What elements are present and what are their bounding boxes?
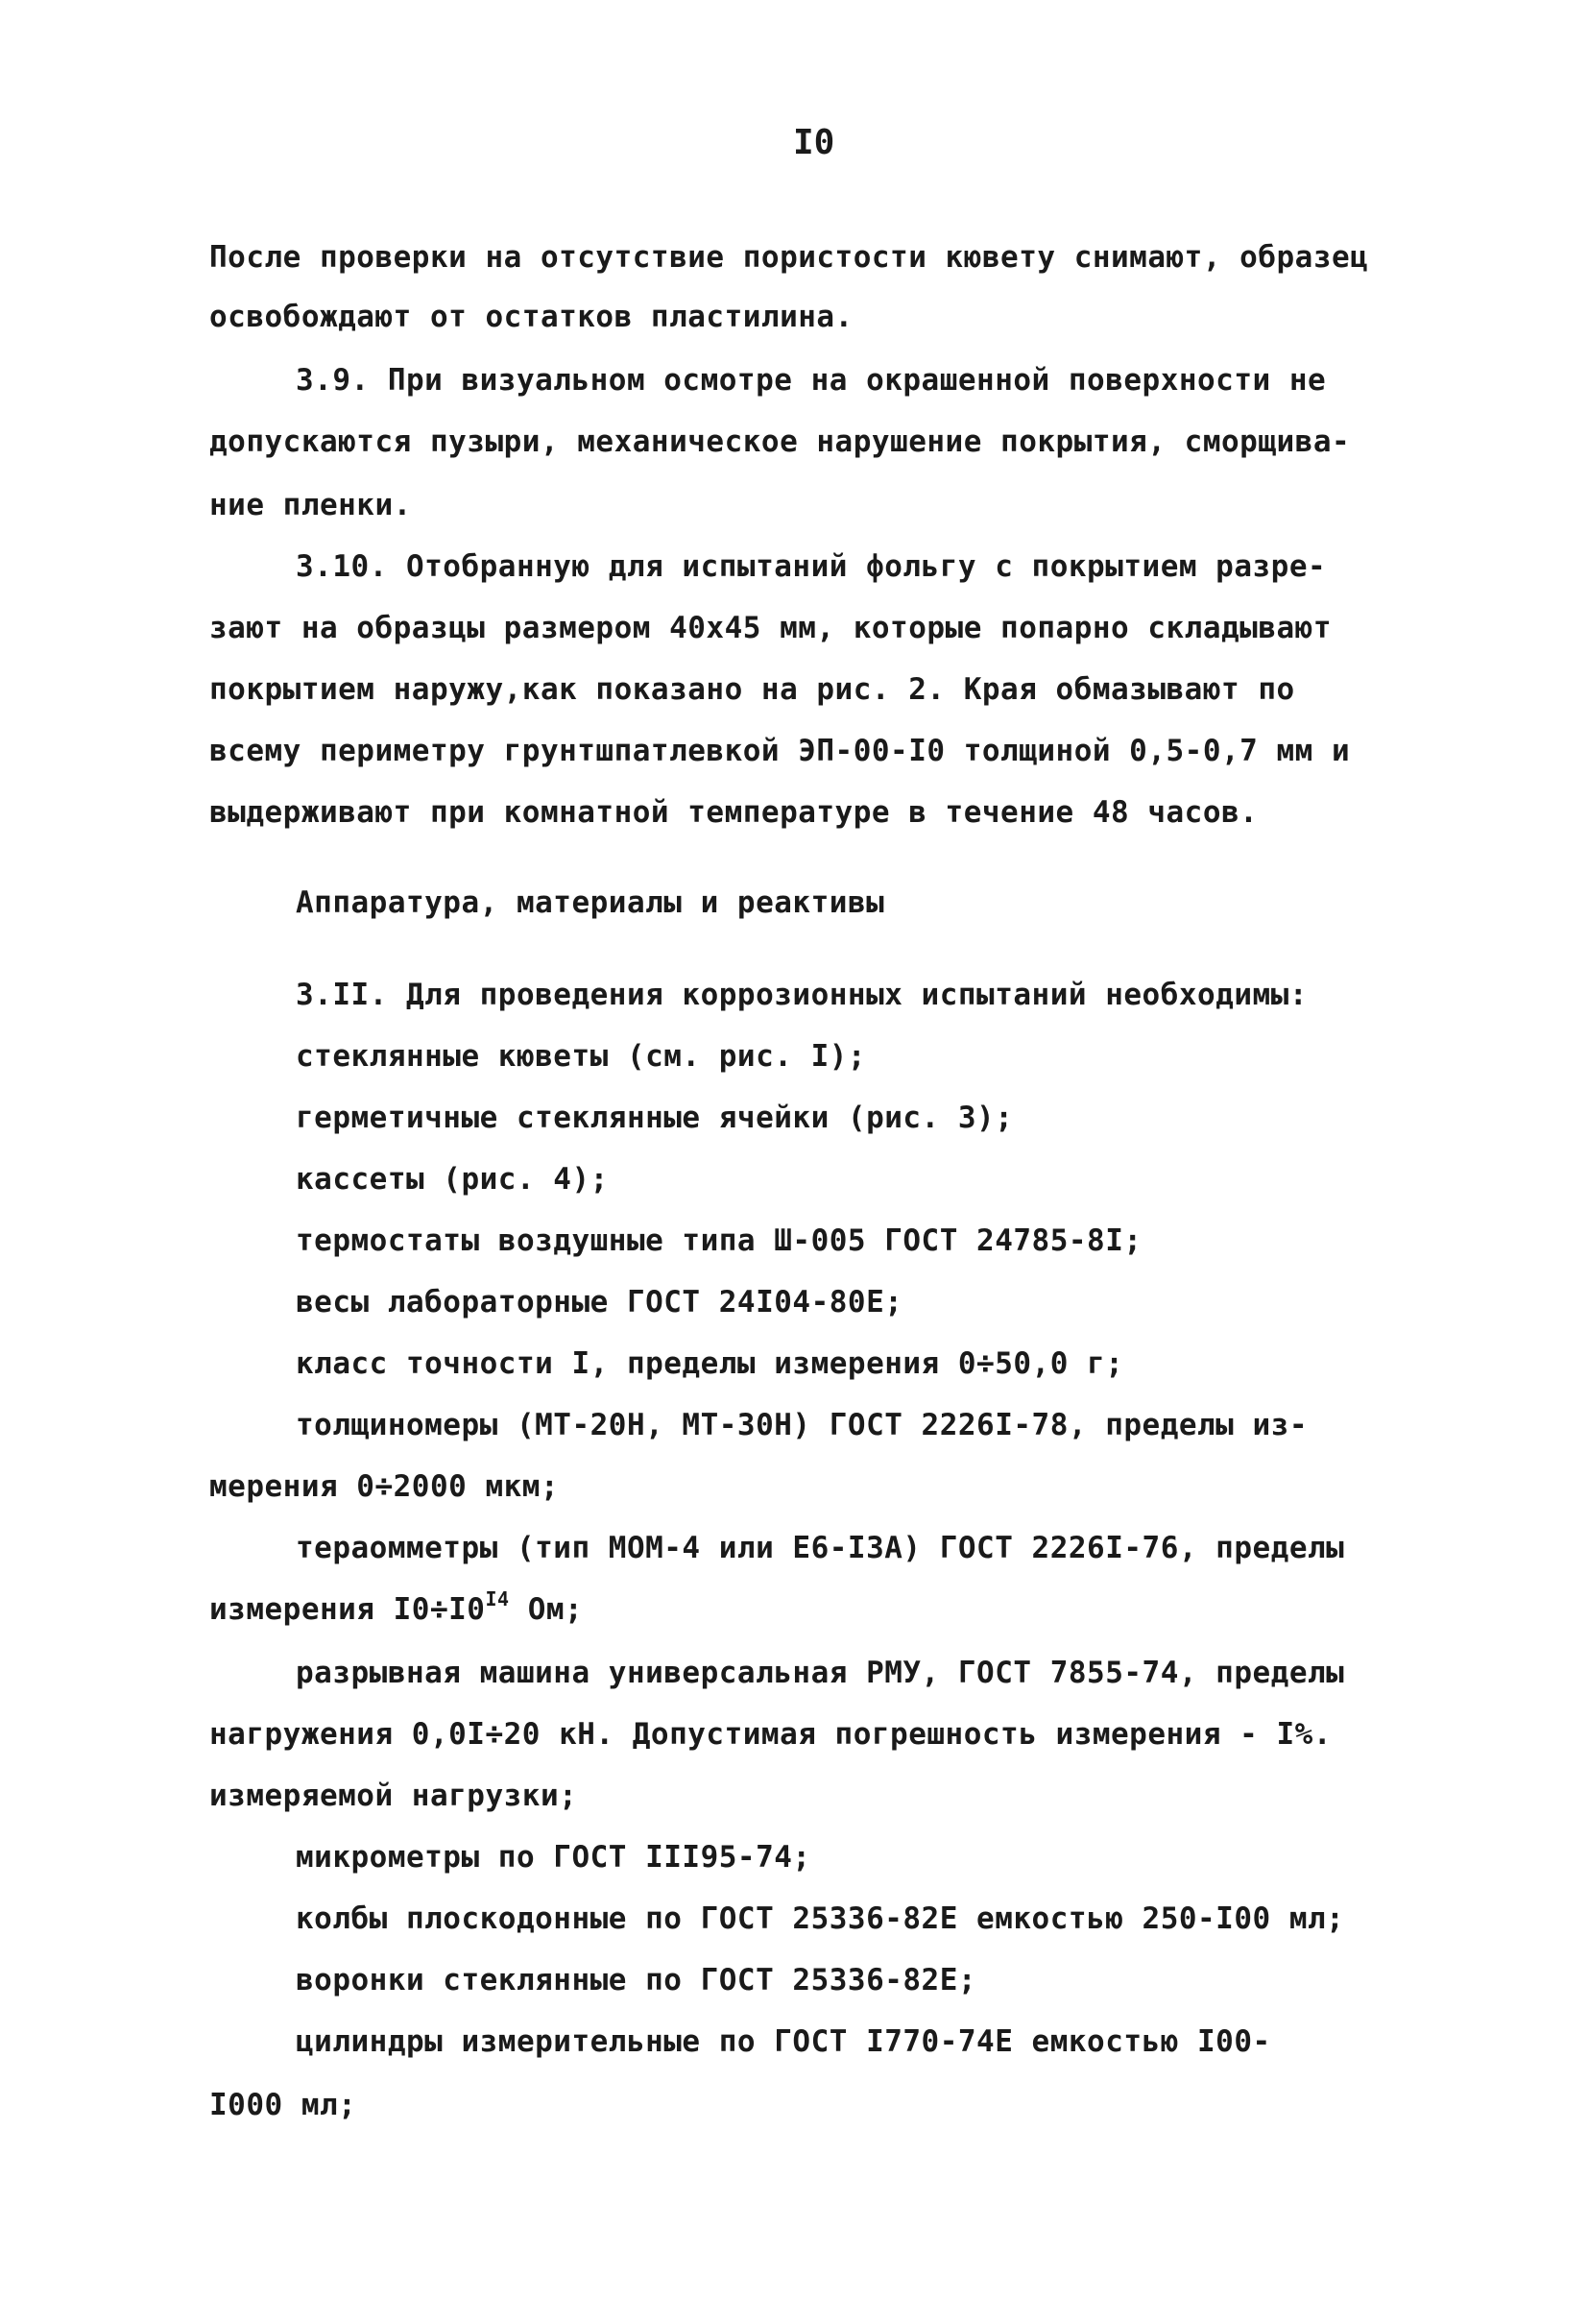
list-item: измеряемой нагрузки; [209, 1779, 578, 1813]
text-line: ние пленки. [209, 488, 412, 522]
list-item: толщиномеры (МТ-20Н, МТ-30Н) ГОСТ 2226I-78, пределы из- [296, 1408, 1308, 1442]
teraohmmeter-range-suffix: Ом; [509, 1592, 584, 1627]
text-line: 3.10. Отобранную для испытаний фольгу с покрытием разре- [296, 549, 1327, 584]
list-item: воронки стеклянные по ГОСТ 25336-82Е; [296, 1963, 977, 1997]
list-item: класс точности I, пределы измерения 0÷50,0 г; [296, 1346, 1124, 1381]
list-item: колбы плоскодонные по ГОСТ 25336-82Е емкостью 250-I00 мл; [296, 1901, 1345, 1936]
list-item: термостаты воздушные типа Ш-005 ГОСТ 24785-8I; [296, 1223, 1143, 1258]
list-item: цилиндры измерительные по ГОСТ I770-74Е емкостью I00- [296, 2024, 1271, 2059]
list-item: стеклянные кюветы (см. рис. I); [296, 1039, 867, 1074]
list-item: герметичные стеклянные ячейки (рис. 3); [296, 1101, 1014, 1135]
text-line: 3.9. При визуальном осмотре на окрашенной поверхности не [296, 363, 1327, 398]
list-item: кассеты (рис. 4); [296, 1162, 609, 1197]
list-item: разрывная машина универсальная РМУ, ГОСТ 7855-74, пределы [296, 1656, 1345, 1690]
list-item: весы лабораторные ГОСТ 24I04-80Е; [296, 1285, 903, 1319]
text-line: всему периметру грунтшпатлевкой ЭП-00-I0 толщиной 0,5-0,7 мм и [209, 734, 1351, 768]
text-line: 3.II. Для проведения коррозионных испытаний необходимы: [296, 978, 1308, 1012]
text-line: выдерживают при комнатной температуре в течение 48 часов. [209, 795, 1259, 830]
text-line: покрытием наружу,как показано на рис. 2. Края обмазывают по [209, 672, 1295, 707]
text-line: После проверки на отсутствие пористости кювету снимают, образец [209, 240, 1369, 275]
text-line: освобождают от остатков пластилина. [209, 300, 854, 334]
text-line: зают на образцы размером 40х45 мм, которые попарно складывают [209, 611, 1332, 645]
text-line: допускаются пузыри, механическое нарушение покрытия, сморщива- [209, 424, 1351, 459]
list-item: I000 мл; [209, 2088, 357, 2122]
section-heading: Аппаратура, материалы и реактивы [296, 885, 885, 920]
teraohmmeter-range-prefix: измерения I0÷I0 [209, 1592, 486, 1627]
list-item [209, 1587, 584, 1629]
list-item: микрометры по ГОСТ III95-74; [296, 1840, 811, 1875]
list-item: нагружения 0,0I÷20 кН. Допустимая погрешность измерения - I%. [209, 1717, 1332, 1752]
list-item: тераомметры (тип МОМ-4 или Е6-I3А) ГОСТ 2226I-76, пределы [296, 1531, 1345, 1565]
page-number: I0 [793, 123, 835, 162]
teraohmmeter-range-exponent: I4 [485, 1587, 510, 1610]
list-item: мерения 0÷2000 мкм; [209, 1469, 560, 1504]
